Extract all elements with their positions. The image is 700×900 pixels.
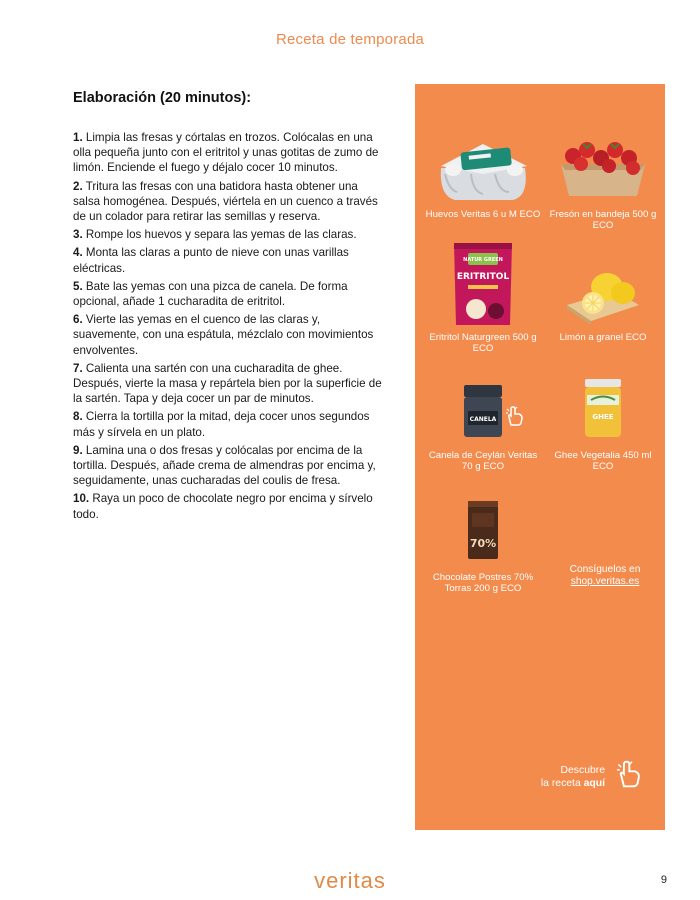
cinnamon-image [423, 369, 543, 439]
step-text: Rompe los huevos y separa las yemas de las claras. [85, 228, 357, 242]
product-ghee[interactable] [543, 369, 663, 472]
svg-text:70%: 70% [469, 537, 497, 550]
step-item [73, 409, 388, 439]
step-item [73, 312, 388, 358]
product-strawberry[interactable] [543, 122, 663, 231]
step-item [73, 227, 388, 242]
svg-text:CANELA: CANELA [469, 416, 497, 423]
step-number: 9. [73, 443, 83, 457]
cinnamon-label: Canela de Ceylán Veritas 70 g ECO [428, 450, 538, 472]
step-text: Raya un poco de chocolate negro por encima y sírvelo todo. [73, 492, 373, 521]
elaboration-heading: Elaboración (20 minutos): [73, 90, 252, 106]
step-text: Monta las claras a punto de nieve con unas varillas eléctricas. [73, 246, 349, 275]
steps-list [73, 130, 388, 522]
step-item [73, 361, 388, 407]
erythritol-label: Eritritol Naturgreen 500 g ECO [429, 332, 537, 354]
product-erythritol[interactable] [423, 239, 543, 354]
chocolate-image [423, 489, 543, 561]
discover-recipe[interactable] [495, 764, 605, 790]
step-number: 1. [73, 131, 83, 144]
step-text: Vierte las yemas en el cuenco de las claras y, suavemente, con una espátula, mézclalo con movimientos envolventes. [73, 313, 374, 357]
product-cinnamon[interactable] [423, 369, 543, 472]
erythritol-image [423, 239, 543, 327]
step-item [73, 130, 388, 176]
shop-link[interactable]: shop.veritas.es [570, 576, 640, 587]
shop-text: Consíguelos en [569, 564, 641, 575]
discover-line1: Descubre [560, 765, 605, 776]
step-text: Lamina una o dos fresas y colócalas por encima de la tortilla. Después, añade crema de almendras por encima y, seguidamente, unas cucharadas del coulis de fresa. [73, 443, 376, 488]
strawberry-label: Fresón en bandeja 500 g ECO [549, 209, 657, 231]
ghee-image [543, 369, 663, 439]
chocolate-label: Chocolate Postres 70% Torras 200 g ECO [432, 572, 534, 594]
eggs-image [423, 122, 543, 204]
page-number: 9 [660, 874, 667, 886]
step-text: Calienta una sartén con una cucharadita de ghee. Después, vierte la masa y repártela bien por la superficie de la sartén. Tapa y deja cocer un par de minutos. [73, 361, 382, 406]
product-eggs[interactable] [423, 122, 543, 221]
step-item [73, 279, 388, 309]
pointer-hand-icon[interactable] [613, 759, 643, 794]
step-item [73, 179, 388, 225]
step-number: 2. [73, 179, 83, 193]
veritas-logo: veritas [314, 868, 386, 893]
svg-text:ERITRITOL: ERITRITOL [456, 272, 510, 282]
step-item [73, 245, 388, 275]
step-number: 4. [73, 246, 83, 260]
step-text: Cierra la tortilla por la mitad, deja cocer unos segundos más y sírvela en un plato. [73, 410, 370, 439]
step-number: 5. [73, 279, 83, 293]
step-number: 10. [73, 492, 90, 506]
elaboration-section [73, 90, 388, 525]
products-panel [415, 84, 665, 830]
step-text: Limpia las fresas y córtalas en trozos. Colócalas en una olla pequeña junto con el eritritol y unas gotitas de zumo de limón. Enciende el fuego y déjalo cocer 10 minutos. [73, 131, 379, 175]
discover-line2: la receta aquí [540, 778, 605, 789]
svg-text:NATUR GREEN: NATUR GREEN [463, 257, 503, 263]
step-number: 8. [73, 410, 83, 424]
product-chocolate[interactable] [423, 489, 543, 594]
shop-info [545, 564, 665, 588]
product-lemon[interactable] [543, 239, 663, 344]
ghee-label: Ghee Vegetalia 450 ml ECO [554, 450, 652, 472]
step-item [73, 491, 388, 521]
step-text: Bate las yemas con una pizca de canela. De forma opcional, añade 1 cucharadita de eritritol. [73, 279, 348, 309]
step-text: Tritura las fresas con una batidora hasta obtener una salsa homogénea. Después, viértela en un cuenco a través de un colador para retirar las semillas y reserva. [73, 179, 378, 224]
svg-text:GHEE: GHEE [592, 413, 614, 421]
step-number: 7. [73, 361, 83, 375]
eggs-label: Huevos Veritas 6 u M ECO [425, 209, 541, 220]
pointer-hand-icon[interactable] [503, 405, 525, 432]
lemon-label: Limón a granel ECO [559, 332, 647, 343]
strawberry-image [543, 122, 663, 204]
step-number: 3. [73, 228, 83, 242]
step-number: 6. [73, 313, 83, 327]
step-item [73, 443, 388, 489]
page-header-title: Receta de temporada [275, 31, 425, 48]
lemon-image [543, 239, 663, 327]
